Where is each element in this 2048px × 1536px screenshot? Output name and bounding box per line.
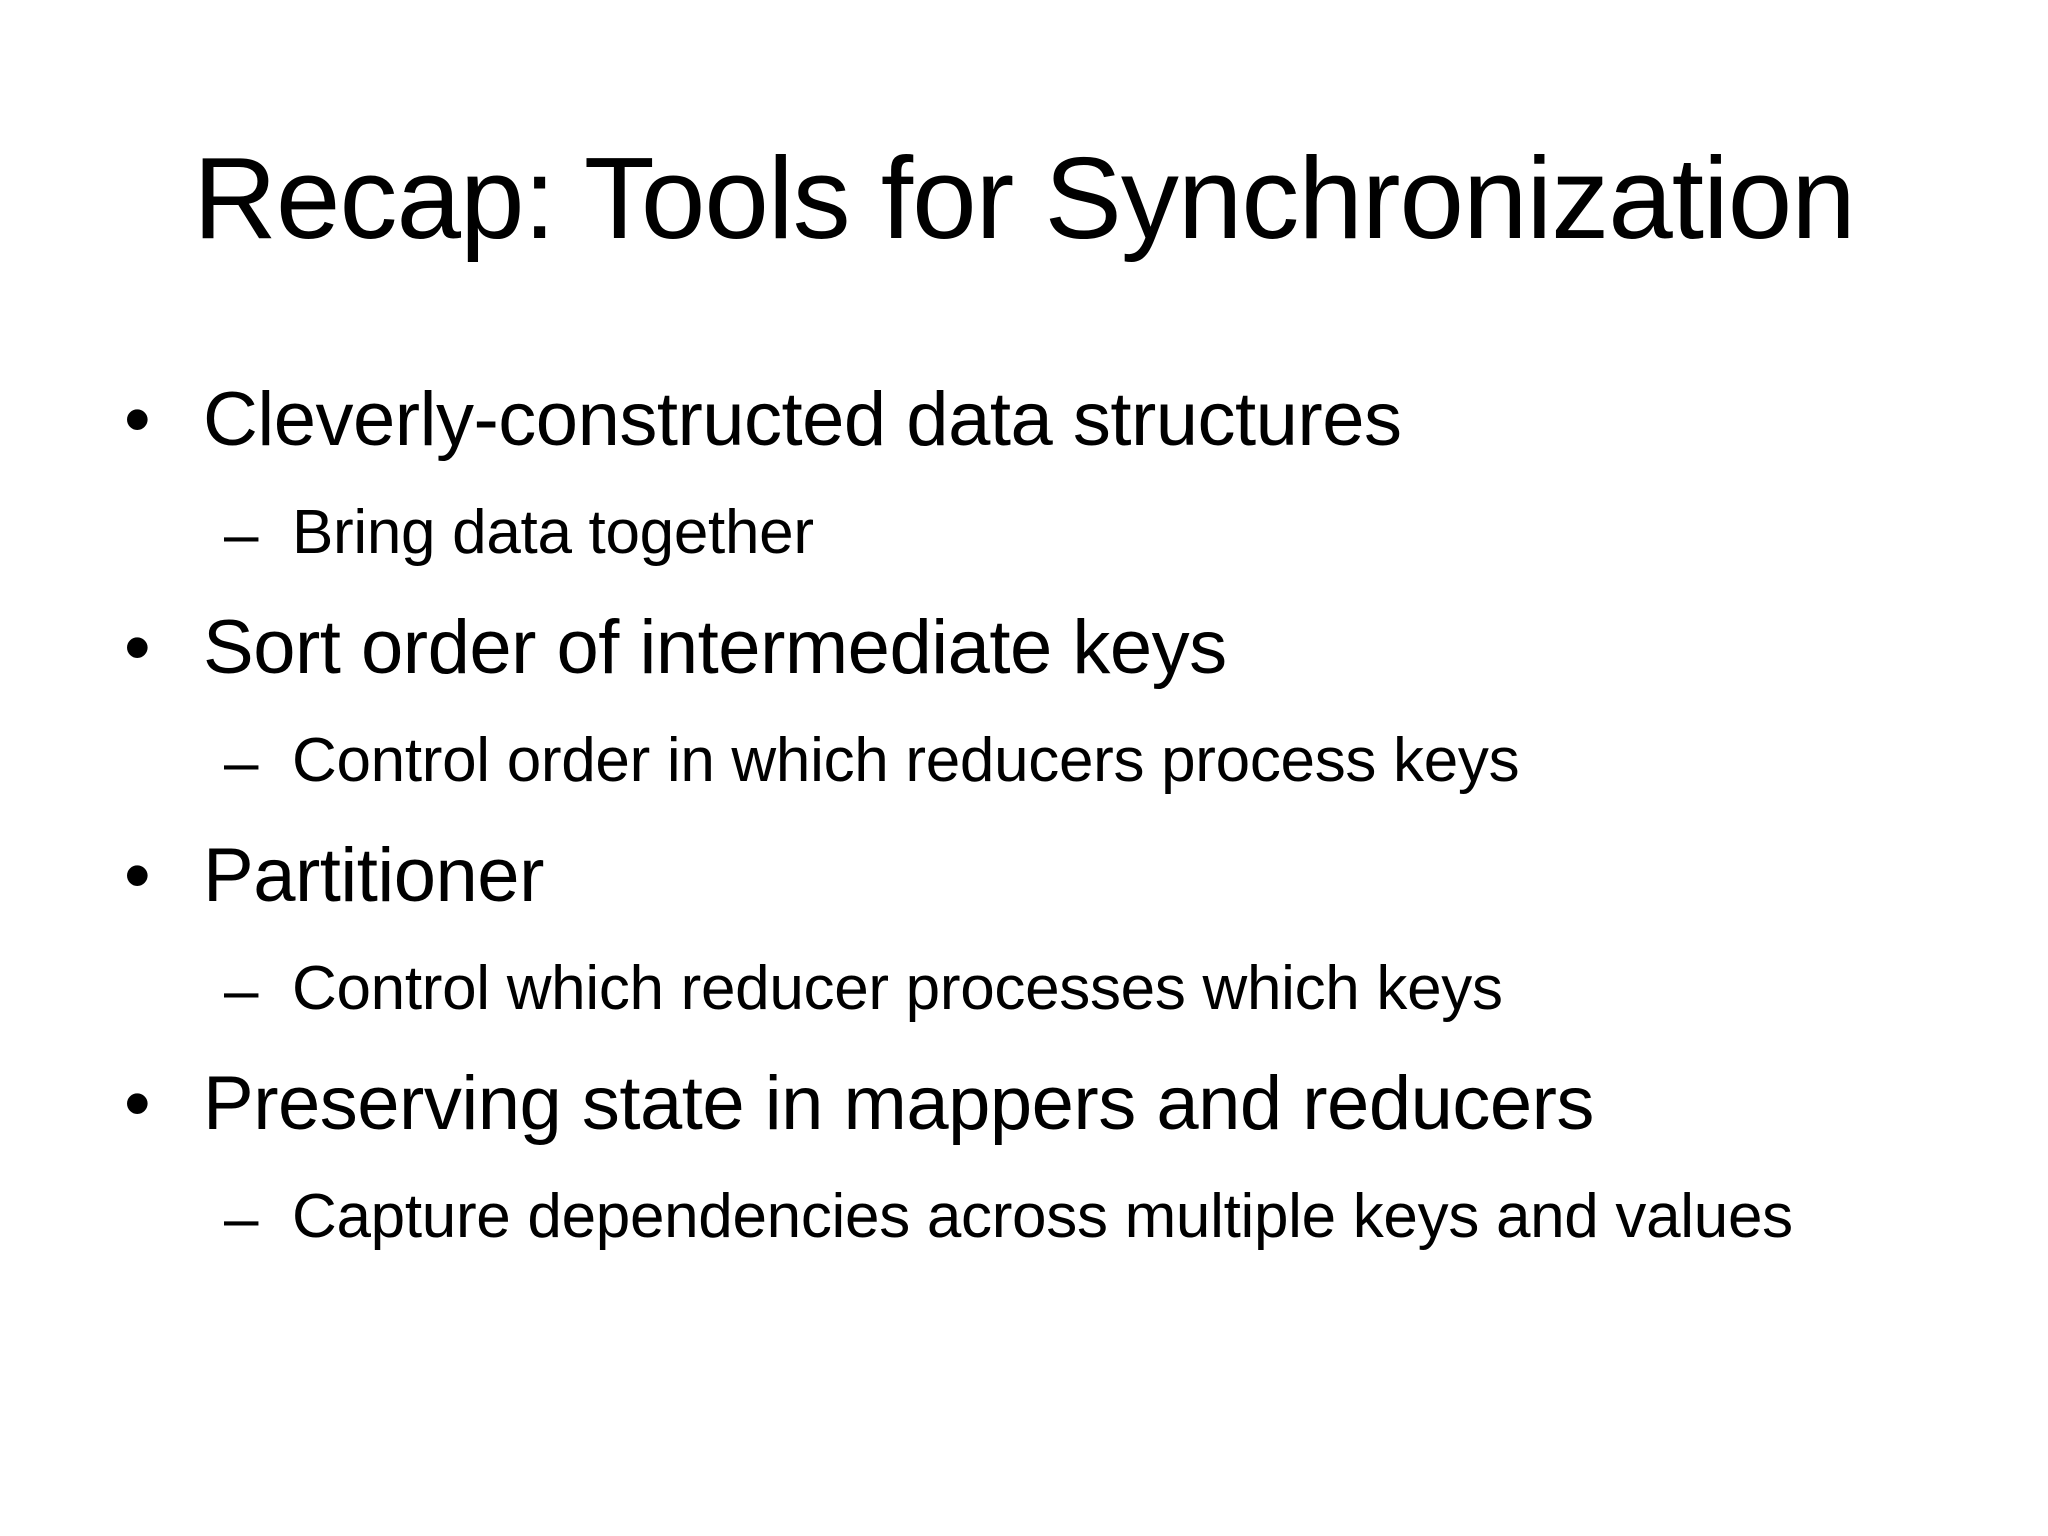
dash-icon: – <box>224 956 259 1025</box>
sub-item-3: Control which reducer processes which keys <box>292 954 1503 1023</box>
sub-item-2: Control order in which reducers process keys <box>292 726 1520 795</box>
bullet-icon: • <box>124 833 151 918</box>
bullet-icon: • <box>124 377 151 462</box>
sub-item-1: Bring data together <box>292 498 814 567</box>
slide-title: Recap: Tools for Synchronization <box>193 133 1855 263</box>
dash-icon: – <box>224 728 259 797</box>
bullet-item-3: Partitioner <box>203 833 544 918</box>
bullet-icon: • <box>124 1061 151 1146</box>
bullet-item-4: Preserving state in mappers and reducers <box>203 1061 1594 1146</box>
bullet-item-1: Cleverly-constructed data structures <box>203 377 1402 462</box>
bullet-icon: • <box>124 605 151 690</box>
dash-icon: – <box>224 500 259 569</box>
bullet-item-2: Sort order of intermediate keys <box>203 605 1227 690</box>
sub-item-4: Capture dependencies across multiple keys and values <box>292 1182 1793 1251</box>
dash-icon: – <box>224 1184 259 1253</box>
